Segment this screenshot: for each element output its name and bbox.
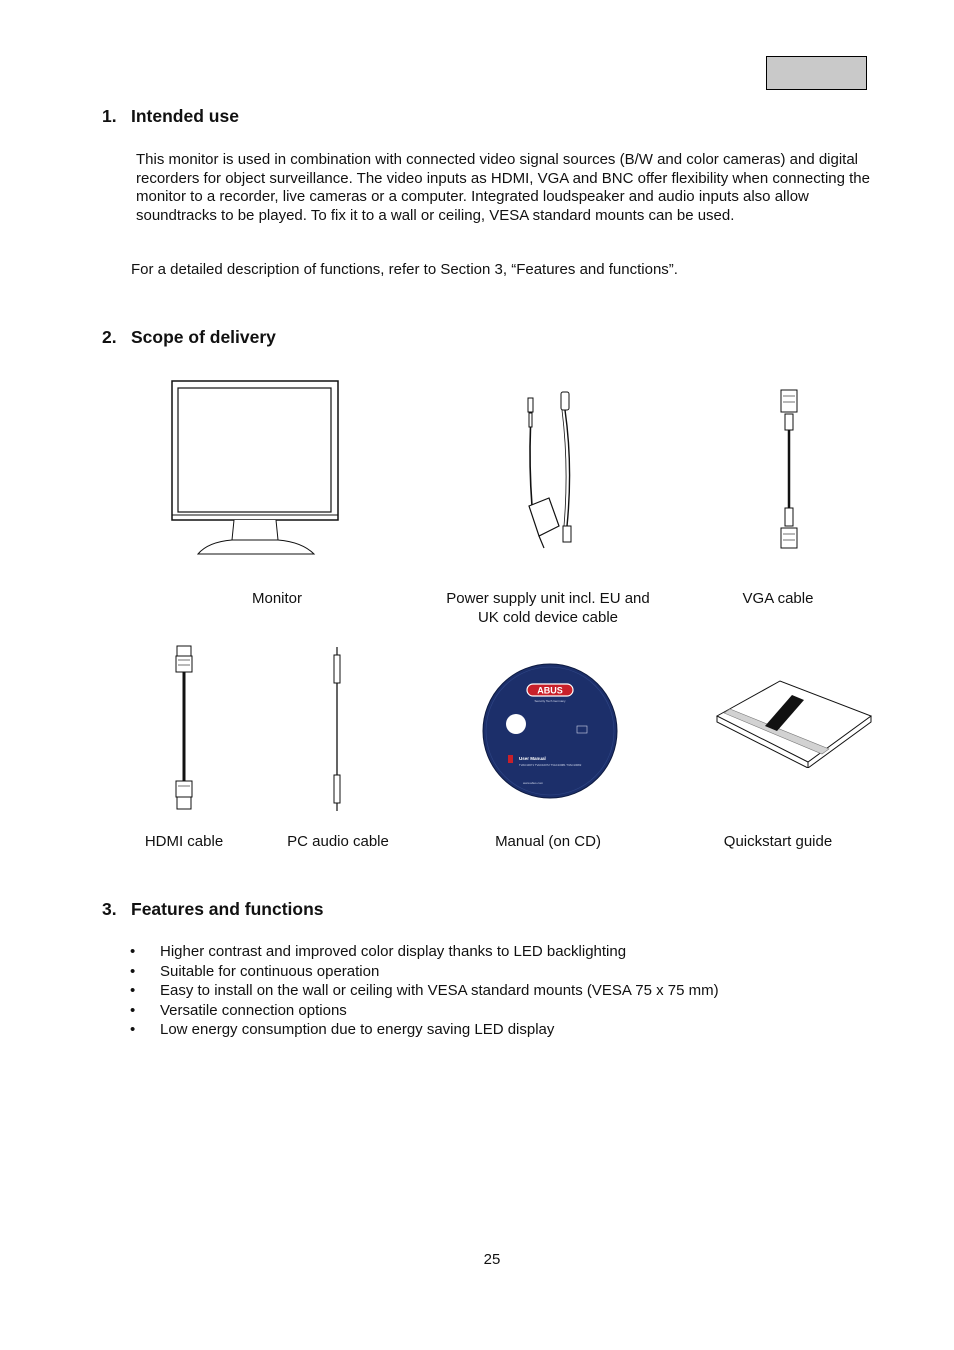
section-heading-scope: 2. Scope of delivery bbox=[102, 327, 276, 347]
caption-quickstart-guide: Quickstart guide bbox=[723, 833, 833, 850]
intended-use-reference: For a detailed description of functions, refer to Section 3, “Features and functions”. bbox=[131, 261, 678, 278]
list-item: • Suitable for continuous operation bbox=[130, 962, 719, 982]
manual-cd-image bbox=[481, 662, 619, 800]
cd-url: www.abus.com bbox=[523, 781, 544, 785]
caption-pc-audio-cable: PC audio cable bbox=[287, 833, 389, 850]
cd-models: TVAC10071 TVAC10072 TVAC10081 TVAC10082 bbox=[519, 763, 582, 767]
cd-title: User Manual bbox=[519, 756, 546, 761]
caption-manual-cd: Manual (on CD) bbox=[495, 833, 601, 850]
cd-brand: ABUS bbox=[537, 685, 563, 696]
power-supply-image bbox=[515, 386, 585, 551]
intended-use-body: This monitor is used in combination with connected video signal sources (B/W and color cameras) and digital recorders for object surveillance. The video inputs as HDMI, VGA and BNC offer flexibility when connecting the monitor to a recorder, live cameras or a computer. Integrated loudspeaker and audio inputs also allow soundtracks to be played. To fix it to a wall or ceiling, VESA standard mounts can be used. bbox=[136, 151, 870, 224]
caption-monitor: Monitor bbox=[251, 590, 303, 607]
vga-cable-image bbox=[775, 386, 805, 551]
caption-hdmi-cable: HDMI cable bbox=[144, 833, 224, 850]
list-item: • Versatile connection options bbox=[130, 1001, 719, 1021]
monitor-image bbox=[168, 378, 343, 558]
pc-audio-cable-image bbox=[327, 645, 347, 815]
language-tab bbox=[766, 56, 867, 90]
section-heading-intended-use: 1. Intended use bbox=[102, 106, 239, 126]
list-item: • Low energy consumption due to energy saving LED display bbox=[130, 1020, 719, 1040]
features-list bbox=[130, 942, 719, 1040]
cd-tagline: Security Tech Germany bbox=[534, 699, 566, 703]
list-item: • Higher contrast and improved color display thanks to LED backlighting bbox=[130, 942, 719, 962]
section-heading-features: 3. Features and functions bbox=[102, 899, 324, 919]
page-number: 25 bbox=[483, 1251, 501, 1268]
caption-power-supply: Power supply unit incl. EU and UK cold device cable bbox=[446, 590, 650, 626]
quickstart-guide-image bbox=[714, 678, 874, 768]
list-item: • Easy to install on the wall or ceiling with VESA standard mounts (VESA 75 x 75 mm) bbox=[130, 981, 719, 1001]
cd-red-marker bbox=[508, 755, 513, 763]
hdmi-cable-image bbox=[170, 643, 200, 813]
caption-vga-cable: VGA cable bbox=[742, 590, 814, 607]
cd-hole bbox=[506, 714, 526, 734]
